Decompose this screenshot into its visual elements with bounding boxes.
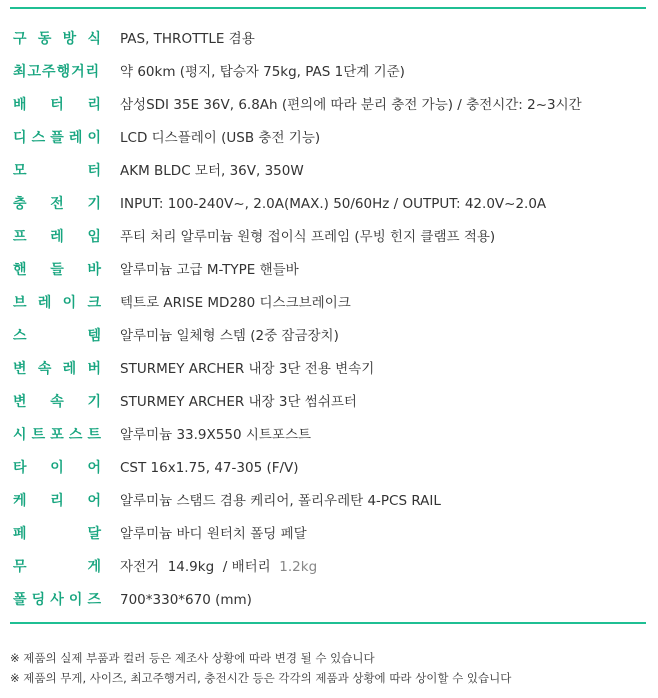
spec-label: 디 스 플 레 이 [13, 130, 101, 146]
spec-value: 알루미늄 일체형 스템 (2중 잠금장치) [120, 328, 339, 344]
spec-row [0, 286, 658, 319]
spec-value: 알루미늄 고급 M-TYPE 핸들바 [120, 262, 299, 278]
spec-row [0, 583, 658, 616]
spec-row [0, 121, 658, 154]
spec-row [0, 418, 658, 451]
spec-label: 변 속 레 버 [13, 361, 101, 377]
spec-value: AKM BLDC 모터, 36V, 350W [120, 163, 304, 179]
spec-label: 충 전 기 [13, 196, 101, 212]
spec-row [0, 220, 658, 253]
spec-label: 무 게 [13, 559, 101, 575]
spec-row [0, 484, 658, 517]
spec-value: INPUT: 100-240V~, 2.0A(MAX.) 50/60Hz / OUTPUT: 42.0V~2.0A [120, 196, 547, 212]
spec-value: 알루미늄 바디 원터치 폴딩 페달 [120, 526, 307, 542]
spec-row [0, 319, 658, 352]
spec-label: 배 터 리 [13, 97, 101, 113]
spec-label: 구 동 방 식 [13, 31, 101, 47]
note-item: ※ 제품의 무게, 사이즈, 최고주행거리, 충전시간 등은 각각의 제품과 상황에 따라 상이할 수 있습니다 [10, 671, 512, 685]
spec-value: STURMEY ARCHER 내장 3단 썸쉬프터 [120, 394, 357, 410]
spec-label: 핸 들 바 [13, 262, 101, 278]
spec-label: 스 템 [13, 328, 101, 344]
spec-label: 타 이 어 [13, 460, 101, 476]
spec-value: 텍트로 ARISE MD280 디스크브레이크 [120, 295, 351, 311]
spec-label: 변 속 기 [13, 394, 101, 410]
spec-row [0, 22, 658, 55]
spec-value: LCD 디스플레이 (USB 충전 기능) [120, 130, 321, 146]
spec-row [0, 385, 658, 418]
spec-value: PAS, THROTTLE 겸용 [120, 31, 255, 47]
spec-row [0, 517, 658, 550]
spec-row [0, 88, 658, 121]
spec-label: 모 터 [13, 163, 101, 179]
spec-label: 케 리 어 [13, 493, 101, 509]
spec-row [0, 253, 658, 286]
spec-value: 푸티 처리 알루미늄 원형 접이식 프레임 (무빙 힌지 클램프 적용) [120, 229, 496, 245]
spec-value: 알루미늄 33.9X550 시트포스트 [120, 427, 312, 443]
spec-row [0, 451, 658, 484]
spec-row [0, 550, 658, 583]
spec-row [0, 154, 658, 187]
spec-row [0, 187, 658, 220]
top-divider [10, 7, 646, 9]
battery-weight: 1.2kg [279, 559, 318, 575]
spec-value: STURMEY ARCHER 내장 3단 전용 변속기 [120, 361, 375, 377]
spec-value: 삼성SDI 35E 36V, 6.8Ah (편의에 따라 분리 충전 가능) / 충전시간: 2~3시간 [120, 97, 582, 113]
bottom-divider [10, 622, 646, 624]
spec-value: CST 16x1.75, 47-305 (F/V) [120, 460, 299, 476]
spec-label: 페 달 [13, 526, 101, 542]
spec-value: 자전거 14.9kg / 배터리 1.2kg [120, 559, 318, 575]
spec-value: 약 60km (평지, 탑승자 75kg, PAS 1단계 기준) [120, 64, 405, 80]
spec-label: 폴 딩 사 이 즈 [13, 592, 101, 608]
spec-value: 700*330*670 (mm) [120, 592, 252, 608]
spec-label: 시 트 포 스 트 [13, 427, 101, 443]
notes [10, 650, 650, 690]
spec-label: 최고주행거리 [13, 64, 101, 80]
spec-label: 브 레 이 크 [13, 295, 101, 311]
spec-table [0, 22, 658, 616]
spec-row [0, 55, 658, 88]
note-item: ※ 제품의 실제 부품과 컬러 등은 제조사 상황에 따라 변경 될 수 있습니다 [10, 651, 375, 665]
spec-row [0, 352, 658, 385]
spec-label: 프 레 임 [13, 229, 101, 245]
spec-value: 알루미늄 스탬드 겸용 케리어, 폴리우레탄 4-PCS RAIL [120, 493, 441, 509]
